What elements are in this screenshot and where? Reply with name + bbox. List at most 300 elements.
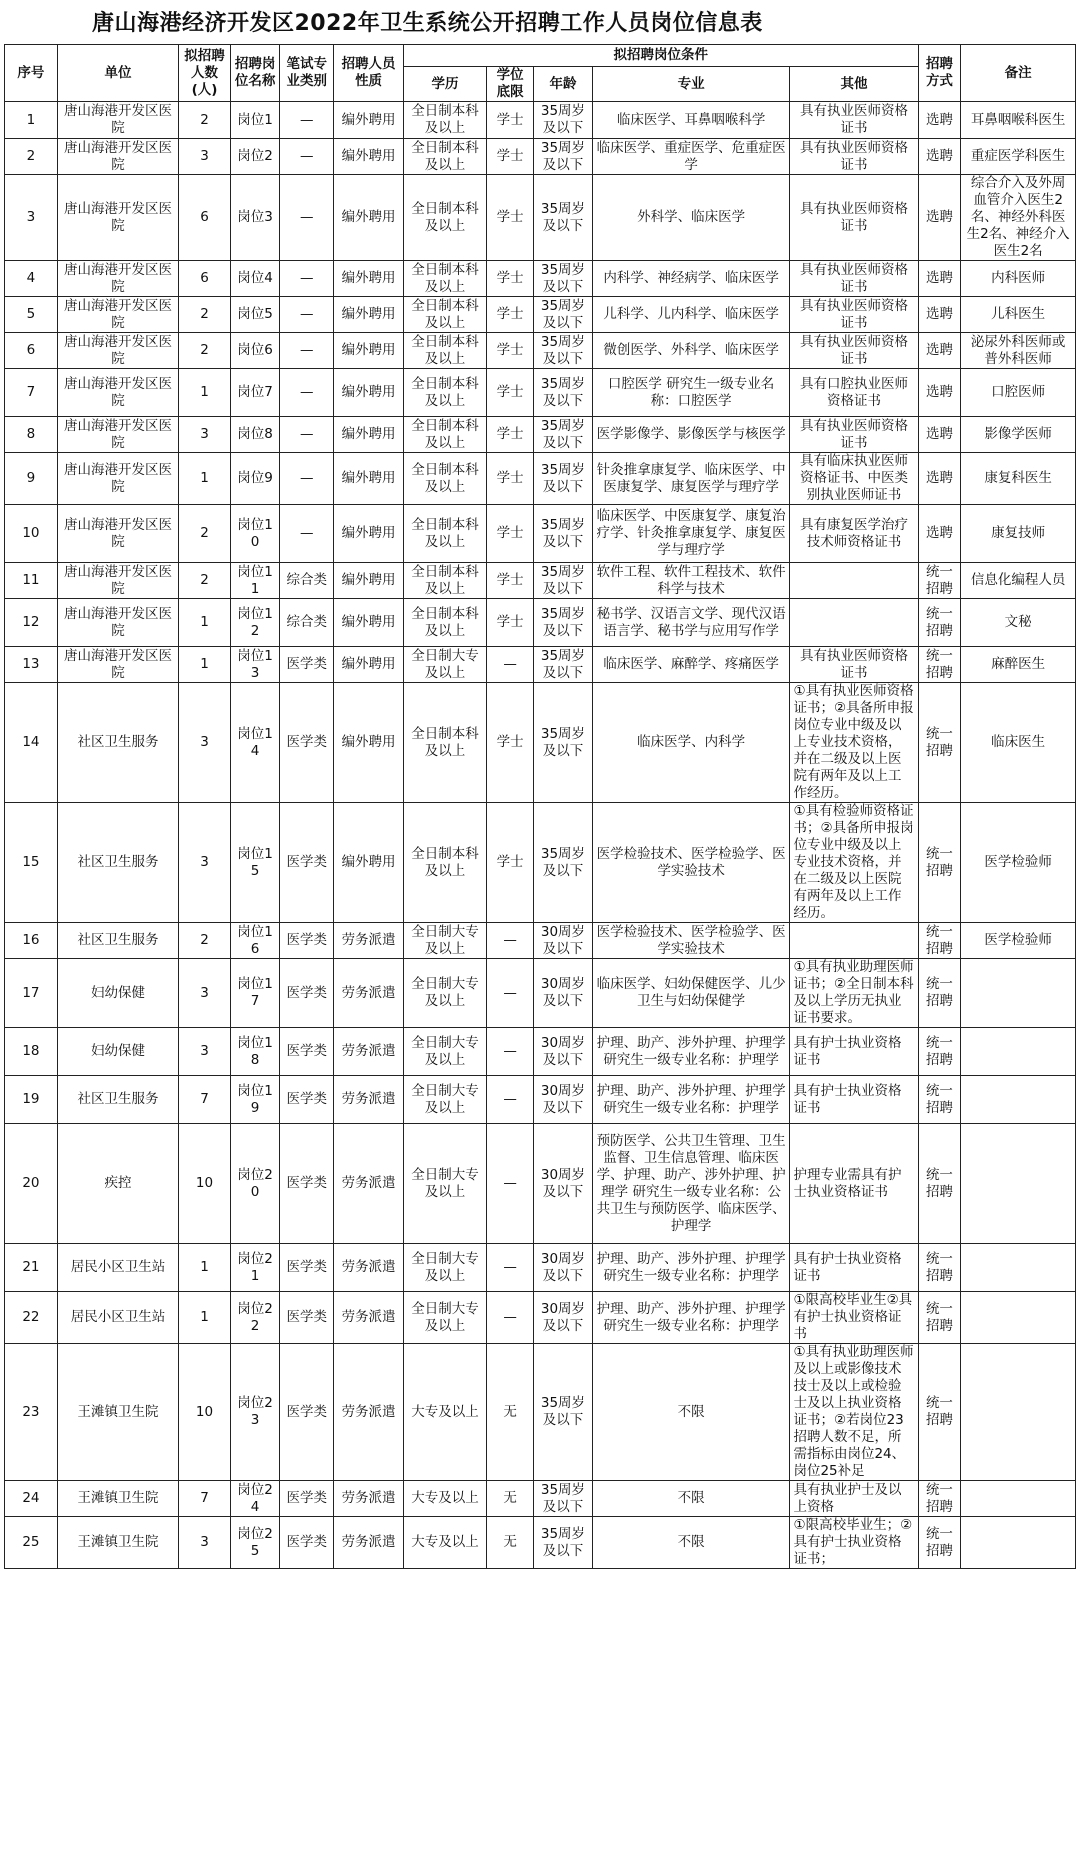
table-row [5, 683, 1076, 803]
cell-unit: 唐山海港开发区医院 [57, 297, 178, 333]
cell-exam: 医学类 [280, 1244, 334, 1292]
cell-age: 35周岁及以下 [534, 599, 592, 647]
cell-seq: 23 [5, 1344, 58, 1481]
table-row [5, 1244, 1076, 1292]
cell-post: 岗位12 [230, 599, 279, 647]
table-row [5, 505, 1076, 563]
cell-note: 综合介入及外周血管介入医生2名、神经外科医生2名、神经介入医生2名 [961, 175, 1076, 261]
cell-seq: 16 [5, 923, 58, 959]
cell-exam: 综合类 [280, 563, 334, 599]
cell-major: 临床医学、妇幼保健医学、儿少卫生与妇幼保健学 [592, 959, 790, 1028]
cell-count: 10 [179, 1124, 231, 1244]
cell-note [961, 1517, 1076, 1569]
cell-major: 护理、助产、涉外护理、护理学 研究生一级专业名称：护理学 [592, 1076, 790, 1124]
cell-edu: 全日制本科及以上 [403, 417, 486, 453]
cell-note [961, 1028, 1076, 1076]
cell-unit: 唐山海港开发区医院 [57, 261, 178, 297]
table-row [5, 1028, 1076, 1076]
cell-method: 统一招聘 [918, 1292, 961, 1344]
cell-edu: 大专及以上 [403, 1344, 486, 1481]
cell-age: 35周岁及以下 [534, 647, 592, 683]
cell-age: 35周岁及以下 [534, 505, 592, 563]
cell-note: 内科医师 [961, 261, 1076, 297]
cell-seq: 21 [5, 1244, 58, 1292]
cell-seq: 9 [5, 453, 58, 505]
cell-count: 3 [179, 417, 231, 453]
cell-degree: — [487, 1076, 534, 1124]
table-row [5, 1481, 1076, 1517]
cell-nature: 编外聘用 [334, 599, 404, 647]
cell-note [961, 959, 1076, 1028]
cell-post: 岗位1 [230, 102, 279, 139]
page-title: 唐山海港经济开发区2022年卫生系统公开招聘工作人员岗位信息表 [92, 11, 763, 36]
cell-degree: 无 [487, 1344, 534, 1481]
cell-post: 岗位13 [230, 647, 279, 683]
cell-exam: — [280, 139, 334, 175]
cell-major: 软件工程、软件工程技术、软件科学与技术 [592, 563, 790, 599]
cell-degree: 学士 [487, 599, 534, 647]
cell-age: 35周岁及以下 [534, 453, 592, 505]
table-row [5, 139, 1076, 175]
cell-major: 秘书学、汉语言文学、现代汉语语言学、秘书学与应用写作学 [592, 599, 790, 647]
cell-nature: 劳务派遣 [334, 1028, 404, 1076]
cell-age: 35周岁及以下 [534, 1481, 592, 1517]
cell-degree: — [487, 1292, 534, 1344]
col-unit-header: 单位 [57, 45, 178, 102]
cell-method: 统一招聘 [918, 803, 961, 923]
cell-note: 影像学医师 [961, 417, 1076, 453]
table-row [5, 333, 1076, 369]
cell-nature: 劳务派遣 [334, 923, 404, 959]
cell-degree: 学士 [487, 175, 534, 261]
cell-age: 30周岁及以下 [534, 1124, 592, 1244]
cell-major: 口腔医学 研究生一级专业名称：口腔医学 [592, 369, 790, 417]
cell-major: 医学影像学、影像医学与核医学 [592, 417, 790, 453]
cell-age: 35周岁及以下 [534, 261, 592, 297]
cell-nature: 编外聘用 [334, 417, 404, 453]
cell-other: 具有口腔执业医师资格证书 [790, 369, 918, 417]
col-nature-header: 招聘人员性质 [334, 45, 404, 102]
cell-other: 具有护士执业资格证书 [790, 1028, 918, 1076]
cell-nature: 劳务派遣 [334, 1481, 404, 1517]
cell-post: 岗位10 [230, 505, 279, 563]
cell-degree: 无 [487, 1517, 534, 1569]
cell-seq: 12 [5, 599, 58, 647]
cell-count: 3 [179, 803, 231, 923]
col-post-header: 招聘岗位名称 [230, 45, 279, 102]
cell-method: 统一招聘 [918, 647, 961, 683]
cell-exam: 综合类 [280, 599, 334, 647]
cell-post: 岗位20 [230, 1124, 279, 1244]
cell-edu: 全日制本科及以上 [403, 333, 486, 369]
table-row [5, 563, 1076, 599]
cell-note [961, 1076, 1076, 1124]
table-row [5, 297, 1076, 333]
table-row [5, 959, 1076, 1028]
positions-table [4, 44, 1076, 1569]
cell-seq: 2 [5, 139, 58, 175]
cell-other: 具有临床执业医师资格证书、中医类别执业医师证书 [790, 453, 918, 505]
table-row [5, 1517, 1076, 1569]
cell-exam: — [280, 505, 334, 563]
cell-edu: 全日制大专及以上 [403, 1028, 486, 1076]
cell-degree: — [487, 647, 534, 683]
cell-other: 具有护士执业资格证书 [790, 1244, 918, 1292]
cell-post: 岗位25 [230, 1517, 279, 1569]
cell-count: 7 [179, 1076, 231, 1124]
cell-unit: 居民小区卫生站 [57, 1244, 178, 1292]
cell-method: 选聘 [918, 102, 961, 139]
cell-age: 35周岁及以下 [534, 297, 592, 333]
col-conditions-header: 拟招聘岗位条件 [403, 45, 918, 67]
cell-degree: 学士 [487, 417, 534, 453]
cell-major: 护理、助产、涉外护理、护理学 研究生一级专业名称：护理学 [592, 1292, 790, 1344]
cell-other: ①限高校毕业生；②具有护士执业资格证书； [790, 1517, 918, 1569]
cell-degree: 学士 [487, 505, 534, 563]
cell-edu: 全日制本科及以上 [403, 369, 486, 417]
cell-other [790, 563, 918, 599]
cell-degree: 学士 [487, 683, 534, 803]
cell-age: 35周岁及以下 [534, 563, 592, 599]
cell-seq: 11 [5, 563, 58, 599]
cell-degree: — [487, 1244, 534, 1292]
cell-post: 岗位11 [230, 563, 279, 599]
cell-count: 2 [179, 297, 231, 333]
cell-count: 1 [179, 647, 231, 683]
cell-seq: 18 [5, 1028, 58, 1076]
table-body [5, 102, 1076, 1569]
cell-exam: 医学类 [280, 959, 334, 1028]
cell-major: 医学检验技术、医学检验学、医学实验技术 [592, 803, 790, 923]
cell-note: 临床医生 [961, 683, 1076, 803]
cell-nature: 编外聘用 [334, 333, 404, 369]
cell-post: 岗位14 [230, 683, 279, 803]
cell-edu: 全日制大专及以上 [403, 1244, 486, 1292]
cell-other: 具有执业医师资格证书 [790, 297, 918, 333]
cell-other: 具有执业医师资格证书 [790, 261, 918, 297]
cell-count: 6 [179, 261, 231, 297]
table-row [5, 1076, 1076, 1124]
cell-seq: 24 [5, 1481, 58, 1517]
cell-major: 预防医学、公共卫生管理、卫生监督、卫生信息管理、临床医学、护理、助产、涉外护理、护理学 研究生一级专业名称：公共卫生与预防医学、临床医学、护理学 [592, 1124, 790, 1244]
cell-seq: 20 [5, 1124, 58, 1244]
cell-major: 临床医学、重症医学、危重症医学 [592, 139, 790, 175]
cell-edu: 大专及以上 [403, 1517, 486, 1569]
cell-age: 35周岁及以下 [534, 369, 592, 417]
cell-exam: — [280, 261, 334, 297]
cell-degree: 学士 [487, 333, 534, 369]
cell-count: 3 [179, 139, 231, 175]
cell-other: 具有执业医师资格证书 [790, 417, 918, 453]
col-exam-header: 笔试专业类别 [280, 45, 334, 102]
cell-nature: 编外聘用 [334, 369, 404, 417]
cell-post: 岗位22 [230, 1292, 279, 1344]
cell-unit: 唐山海港开发区医院 [57, 139, 178, 175]
cell-method: 选聘 [918, 261, 961, 297]
cell-nature: 编外聘用 [334, 297, 404, 333]
cell-unit: 社区卫生服务 [57, 683, 178, 803]
cell-major: 不限 [592, 1517, 790, 1569]
cell-note: 文秘 [961, 599, 1076, 647]
cell-unit: 居民小区卫生站 [57, 1292, 178, 1344]
cell-note: 儿科医生 [961, 297, 1076, 333]
header-row-1 [5, 45, 1076, 67]
cell-other: ①具有执业助理医师证书；②全日制本科及以上学历无执业证书要求。 [790, 959, 918, 1028]
cell-degree: — [487, 923, 534, 959]
cell-unit: 唐山海港开发区医院 [57, 599, 178, 647]
cell-exam: 医学类 [280, 647, 334, 683]
cell-method: 统一招聘 [918, 599, 961, 647]
cell-seq: 19 [5, 1076, 58, 1124]
cell-unit: 唐山海港开发区医院 [57, 102, 178, 139]
cell-exam: 医学类 [280, 1481, 334, 1517]
cell-edu: 全日制本科及以上 [403, 102, 486, 139]
cell-edu: 全日制本科及以上 [403, 453, 486, 505]
cell-nature: 编外聘用 [334, 563, 404, 599]
cell-seq: 15 [5, 803, 58, 923]
cell-age: 35周岁及以下 [534, 175, 592, 261]
cell-method: 选聘 [918, 453, 961, 505]
cell-age: 30周岁及以下 [534, 1028, 592, 1076]
cell-edu: 全日制大专及以上 [403, 647, 486, 683]
cell-age: 35周岁及以下 [534, 417, 592, 453]
table-row [5, 647, 1076, 683]
cell-degree: 无 [487, 1481, 534, 1517]
cell-age: 35周岁及以下 [534, 803, 592, 923]
cell-exam: — [280, 297, 334, 333]
col-seq-header: 序号 [5, 45, 58, 102]
cell-edu: 全日制本科及以上 [403, 261, 486, 297]
cell-count: 1 [179, 1292, 231, 1344]
col-method-header: 招聘方式 [918, 45, 961, 102]
cell-age: 35周岁及以下 [534, 1344, 592, 1481]
cell-nature: 编外聘用 [334, 683, 404, 803]
cell-unit: 社区卫生服务 [57, 803, 178, 923]
cell-post: 岗位23 [230, 1344, 279, 1481]
cell-degree: — [487, 1124, 534, 1244]
cell-note: 医学检验师 [961, 923, 1076, 959]
cell-other: 具有执业医师资格证书 [790, 175, 918, 261]
cell-count: 3 [179, 683, 231, 803]
cell-seq: 7 [5, 369, 58, 417]
cell-nature: 编外聘用 [334, 261, 404, 297]
table-row [5, 102, 1076, 139]
cell-post: 岗位24 [230, 1481, 279, 1517]
cell-unit: 唐山海港开发区医院 [57, 333, 178, 369]
cell-major: 针灸推拿康复学、临床医学、中医康复学、康复医学与理疗学 [592, 453, 790, 505]
cell-post: 岗位21 [230, 1244, 279, 1292]
cell-method: 选聘 [918, 369, 961, 417]
col-count-header: 拟招聘人数(人) [179, 45, 231, 102]
cell-other: ①具有执业医师资格证书；②具备所申报岗位专业中级及以上专业技术资格，并在二级及以上医院有两年及以上工作经历。 [790, 683, 918, 803]
col-other-header: 其他 [790, 67, 918, 102]
cell-edu: 全日制本科及以上 [403, 563, 486, 599]
col-note-header: 备注 [961, 45, 1076, 102]
cell-major: 临床医学、麻醉学、疼痛医学 [592, 647, 790, 683]
cell-method: 统一招聘 [918, 1517, 961, 1569]
cell-exam: 医学类 [280, 1517, 334, 1569]
cell-seq: 4 [5, 261, 58, 297]
cell-note [961, 1344, 1076, 1481]
cell-major: 临床医学、内科学 [592, 683, 790, 803]
cell-exam: 医学类 [280, 1292, 334, 1344]
cell-major: 不限 [592, 1344, 790, 1481]
col-edu-header: 学历 [403, 67, 486, 102]
cell-seq: 8 [5, 417, 58, 453]
cell-unit: 唐山海港开发区医院 [57, 647, 178, 683]
cell-note: 口腔医师 [961, 369, 1076, 417]
cell-unit: 妇幼保健 [57, 1028, 178, 1076]
cell-unit: 王滩镇卫生院 [57, 1344, 178, 1481]
cell-other: 具有康复医学治疗技术师资格证书 [790, 505, 918, 563]
cell-exam: — [280, 333, 334, 369]
cell-count: 1 [179, 1244, 231, 1292]
cell-exam: 医学类 [280, 1076, 334, 1124]
cell-post: 岗位16 [230, 923, 279, 959]
cell-nature: 劳务派遣 [334, 1124, 404, 1244]
cell-age: 35周岁及以下 [534, 683, 592, 803]
table-row [5, 599, 1076, 647]
cell-exam: 医学类 [280, 1344, 334, 1481]
cell-note [961, 1481, 1076, 1517]
cell-seq: 1 [5, 102, 58, 139]
cell-method: 选聘 [918, 139, 961, 175]
cell-major: 医学检验技术、医学检验学、医学实验技术 [592, 923, 790, 959]
cell-method: 统一招聘 [918, 563, 961, 599]
cell-other: ①限高校毕业生②具有护士执业资格证书 [790, 1292, 918, 1344]
cell-edu: 全日制本科及以上 [403, 175, 486, 261]
cell-method: 选聘 [918, 175, 961, 261]
cell-edu: 全日制本科及以上 [403, 297, 486, 333]
cell-count: 2 [179, 563, 231, 599]
col-degree-header: 学位底限 [487, 67, 534, 102]
cell-age: 30周岁及以下 [534, 959, 592, 1028]
cell-method: 统一招聘 [918, 1076, 961, 1124]
cell-edu: 大专及以上 [403, 1481, 486, 1517]
cell-count: 3 [179, 1028, 231, 1076]
cell-degree: 学士 [487, 261, 534, 297]
cell-degree: — [487, 1028, 534, 1076]
cell-other: 具有执业护士及以上资格 [790, 1481, 918, 1517]
cell-exam: — [280, 369, 334, 417]
cell-edu: 全日制大专及以上 [403, 1076, 486, 1124]
cell-note: 康复科医生 [961, 453, 1076, 505]
cell-note: 信息化编程人员 [961, 563, 1076, 599]
cell-major: 外科学、临床医学 [592, 175, 790, 261]
table-row [5, 1124, 1076, 1244]
cell-major: 护理、助产、涉外护理、护理学 研究生一级专业名称：护理学 [592, 1028, 790, 1076]
cell-post: 岗位17 [230, 959, 279, 1028]
cell-note [961, 1244, 1076, 1292]
cell-exam: 医学类 [280, 683, 334, 803]
cell-edu: 全日制本科及以上 [403, 139, 486, 175]
col-age-header: 年龄 [534, 67, 592, 102]
cell-edu: 全日制大专及以上 [403, 959, 486, 1028]
cell-method: 统一招聘 [918, 1481, 961, 1517]
cell-post: 岗位3 [230, 175, 279, 261]
cell-post: 岗位7 [230, 369, 279, 417]
cell-edu: 全日制大专及以上 [403, 1124, 486, 1244]
cell-age: 35周岁及以下 [534, 139, 592, 175]
cell-method: 统一招聘 [918, 683, 961, 803]
cell-degree: 学士 [487, 563, 534, 599]
cell-degree: 学士 [487, 453, 534, 505]
cell-unit: 社区卫生服务 [57, 1076, 178, 1124]
cell-unit: 疾控 [57, 1124, 178, 1244]
cell-method: 统一招聘 [918, 959, 961, 1028]
cell-unit: 妇幼保健 [57, 959, 178, 1028]
table-row [5, 417, 1076, 453]
cell-age: 35周岁及以下 [534, 333, 592, 369]
cell-count: 6 [179, 175, 231, 261]
cell-edu: 全日制大专及以上 [403, 1292, 486, 1344]
cell-major: 临床医学、耳鼻咽喉科学 [592, 102, 790, 139]
cell-degree: 学士 [487, 297, 534, 333]
cell-note: 麻醉医生 [961, 647, 1076, 683]
cell-method: 选聘 [918, 297, 961, 333]
cell-unit: 唐山海港开发区医院 [57, 563, 178, 599]
cell-method: 选聘 [918, 417, 961, 453]
cell-nature: 编外聘用 [334, 175, 404, 261]
table-row [5, 1344, 1076, 1481]
cell-edu: 全日制本科及以上 [403, 683, 486, 803]
cell-other: ①具有执业助理医师及以上或影像技术技士及以上或检验士及以上执业资格证书；②若岗位23招聘人数不足，所需指标由岗位24、岗位25补足 [790, 1344, 918, 1481]
cell-other: ①具有检验师资格证书；②具备所申报岗位专业中级及以上专业技术资格，并在二级及以上医院有两年及以上工作经历。 [790, 803, 918, 923]
cell-count: 3 [179, 959, 231, 1028]
cell-count: 2 [179, 102, 231, 139]
cell-post: 岗位5 [230, 297, 279, 333]
table-row [5, 803, 1076, 923]
cell-note: 泌尿外科医师或普外科医师 [961, 333, 1076, 369]
cell-unit: 王滩镇卫生院 [57, 1517, 178, 1569]
cell-degree: 学士 [487, 803, 534, 923]
cell-other: 具有执业医师资格证书 [790, 139, 918, 175]
cell-post: 岗位8 [230, 417, 279, 453]
cell-seq: 13 [5, 647, 58, 683]
cell-post: 岗位9 [230, 453, 279, 505]
cell-post: 岗位4 [230, 261, 279, 297]
cell-count: 2 [179, 923, 231, 959]
cell-method: 统一招聘 [918, 1124, 961, 1244]
cell-nature: 编外聘用 [334, 102, 404, 139]
cell-edu: 全日制本科及以上 [403, 505, 486, 563]
cell-note: 康复技师 [961, 505, 1076, 563]
cell-unit: 王滩镇卫生院 [57, 1481, 178, 1517]
cell-count: 2 [179, 505, 231, 563]
table-row [5, 261, 1076, 297]
cell-seq: 3 [5, 175, 58, 261]
cell-seq: 25 [5, 1517, 58, 1569]
cell-other [790, 923, 918, 959]
cell-other: 具有护士执业资格证书 [790, 1076, 918, 1124]
cell-method: 统一招聘 [918, 1028, 961, 1076]
cell-method: 选聘 [918, 333, 961, 369]
cell-nature: 劳务派遣 [334, 1244, 404, 1292]
cell-exam: — [280, 175, 334, 261]
cell-nature: 劳务派遣 [334, 1076, 404, 1124]
cell-count: 1 [179, 453, 231, 505]
cell-seq: 14 [5, 683, 58, 803]
cell-nature: 编外聘用 [334, 647, 404, 683]
cell-other: 护理专业需具有护士执业资格证书 [790, 1124, 918, 1244]
cell-exam: 医学类 [280, 1124, 334, 1244]
cell-unit: 唐山海港开发区医院 [57, 175, 178, 261]
table-row [5, 175, 1076, 261]
cell-exam: 医学类 [280, 803, 334, 923]
cell-nature: 劳务派遣 [334, 1517, 404, 1569]
col-major-header: 专业 [592, 67, 790, 102]
cell-degree: 学士 [487, 139, 534, 175]
